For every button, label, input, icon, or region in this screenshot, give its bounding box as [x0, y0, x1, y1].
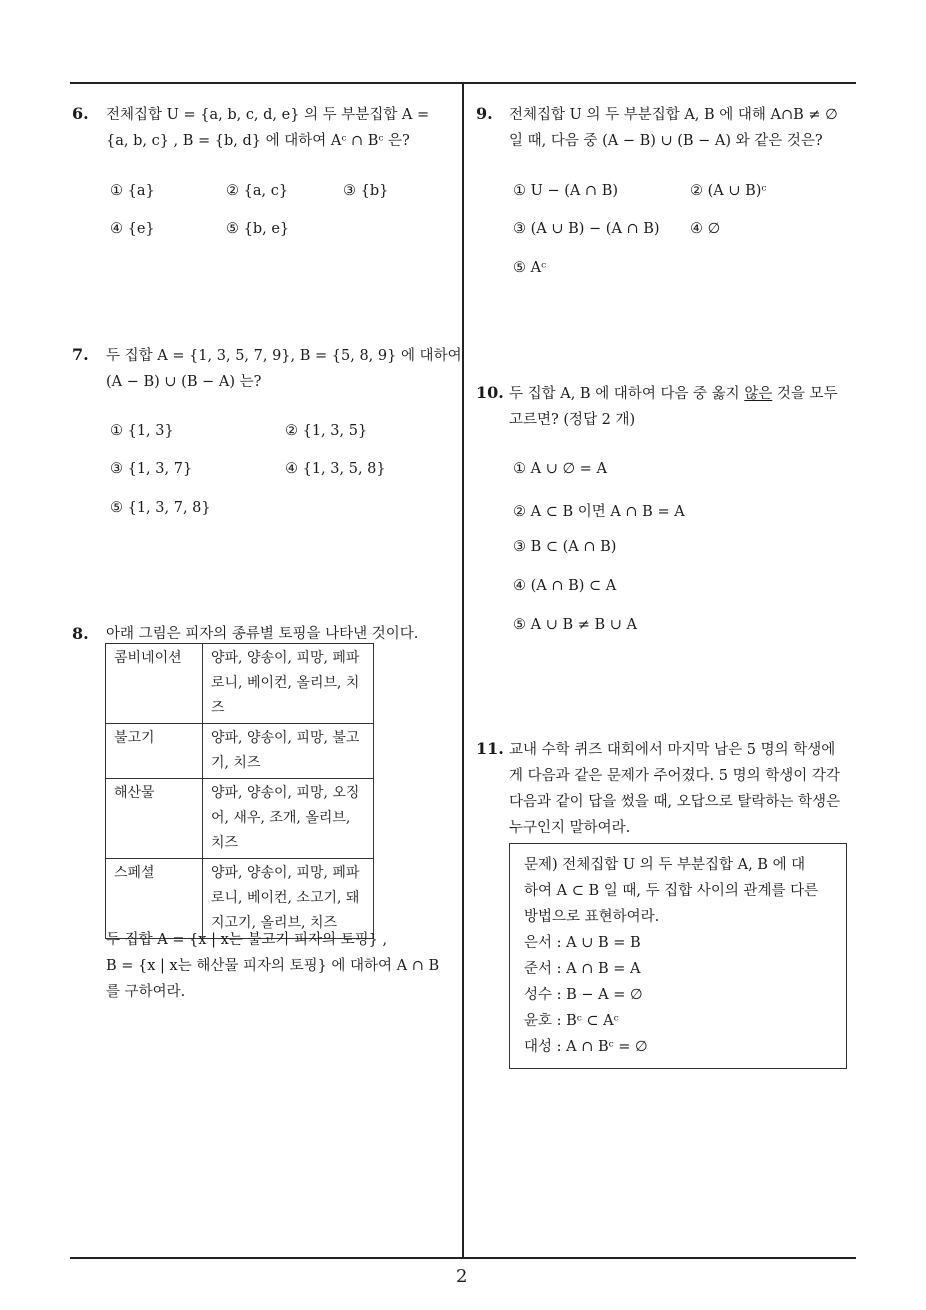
question-text-line: 다음과 같이 답을 썼을 때, 오답으로 탈락하는 학생은 — [509, 794, 841, 810]
option-4[interactable]: ④ (A ∩ B) ⊂ A — [513, 578, 617, 594]
question-text-line: 게 다음과 같은 문제가 주어졌다. 5 명의 학생이 각각 — [509, 768, 840, 784]
box-line: 문제) 전체집합 U 의 두 부분집합 A, B 에 대 — [524, 857, 806, 873]
pizza-name: 해산물 — [106, 779, 203, 859]
table-row — [106, 779, 374, 859]
question-text-line: 교내 수학 퀴즈 대회에서 마지막 남은 5 명의 학생에 — [509, 742, 836, 758]
question-text-line: 누구인지 말하여라. — [509, 820, 631, 836]
option-3[interactable]: ③ {1, 3, 7} — [110, 461, 193, 477]
option-1[interactable]: ① A ∪ ∅ = A — [513, 461, 607, 477]
text-segment: 것을 모두 — [772, 386, 838, 402]
option-3[interactable]: ③ (A ∪ B) − (A ∩ B) — [513, 221, 660, 237]
option-4[interactable]: ④ {1, 3, 5, 8} — [285, 461, 386, 477]
pizza-name: 스페셜 — [106, 859, 203, 939]
option-5[interactable]: ⑤ A ∪ B ≠ B ∪ A — [513, 617, 637, 633]
table-row — [106, 644, 374, 724]
box-line: 하여 A ⊂ B 일 때, 두 집합 사이의 관계를 다른 — [524, 883, 819, 899]
student-answer: 준서 : A ∩ B = A — [524, 961, 641, 977]
question-text-line: {a, b, c} , B = {b, d} 에 대하여 Aᶜ ∩ Bᶜ 은? — [106, 133, 410, 149]
pizza-topping-table — [105, 643, 374, 939]
option-5[interactable]: ⑤ Aᶜ — [513, 260, 547, 276]
question-number: 10. — [476, 383, 504, 402]
pizza-name: 콤비네이션 — [106, 644, 203, 724]
option-5[interactable]: ⑤ {b, e} — [226, 221, 290, 237]
pizza-toppings: 양파, 양송이, 피망, 페파로니, 베이컨, 소고기, 돼지고기, 올리브, 치즈 — [203, 859, 374, 939]
option-3[interactable]: ③ {b} — [343, 183, 389, 199]
student-answer: 성수 : B − A = ∅ — [524, 987, 643, 1003]
option-2[interactable]: ② A ⊂ B 이면 A ∩ B = A — [513, 504, 685, 520]
pizza-toppings: 양파, 양송이, 피망, 불고기, 치즈 — [203, 724, 374, 779]
question-text-line: 아래 그림은 피자의 종류별 토핑을 나타낸 것이다. — [106, 626, 419, 642]
student-answer: 윤호 : Bᶜ ⊂ Aᶜ — [524, 1013, 619, 1029]
question-number: 7. — [72, 345, 89, 364]
question-text-line: 일 때, 다음 중 (A − B) ∪ (B − A) 와 같은 것은? — [509, 133, 823, 149]
question-text-line: B = {x | x는 해산물 피자의 토핑} 에 대하여 A ∩ B — [106, 958, 440, 974]
question-number: 9. — [476, 104, 493, 123]
question-text-line: 전체집합 U 의 두 부분집합 A, B 에 대해 A∩B ≠ ∅ — [509, 107, 838, 123]
option-4[interactable]: ④ {e} — [110, 221, 155, 237]
option-4[interactable]: ④ ∅ — [690, 221, 721, 237]
option-5[interactable]: ⑤ {1, 3, 7, 8} — [110, 500, 211, 516]
question-text-line: 두 집합 A = {1, 3, 5, 7, 9}, B = {5, 8, 9} 에 대하여 — [106, 348, 462, 364]
question-text-line: 두 집합 A = {x | x는 불고기 피자의 토핑} , — [106, 932, 388, 948]
option-1[interactable]: ① U − (A ∩ B) — [513, 183, 619, 199]
question-text-line: 를 구하여라. — [106, 984, 186, 1000]
option-1[interactable]: ① {a} — [110, 183, 155, 199]
box-line: 방법으로 표현하여라. — [524, 909, 660, 925]
pizza-toppings: 양파, 양송이, 피망, 페파로니, 베이컨, 올리브, 치즈 — [203, 644, 374, 724]
question-number: 6. — [72, 104, 89, 123]
question-text-line: (A − B) ∪ (B − A) 는? — [106, 374, 262, 390]
student-answer: 대성 : A ∩ Bᶜ = ∅ — [524, 1039, 648, 1055]
bottom-rule — [70, 1257, 856, 1259]
pizza-toppings: 양파, 양송이, 피망, 오징어, 새우, 조개, 올리브, 치즈 — [203, 779, 374, 859]
column-divider — [462, 82, 464, 1258]
question-number: 11. — [476, 739, 504, 758]
option-1[interactable]: ① {1, 3} — [110, 423, 174, 439]
question-number: 8. — [72, 624, 89, 643]
table-row — [106, 724, 374, 779]
option-3[interactable]: ③ B ⊂ (A ∩ B) — [513, 539, 617, 555]
option-2[interactable]: ② {1, 3, 5} — [285, 423, 368, 439]
student-answer: 은서 : A ∪ B = B — [524, 935, 641, 951]
pizza-name: 불고기 — [106, 724, 203, 779]
option-2[interactable]: ② (A ∪ B)ᶜ — [690, 183, 767, 199]
text-segment: 두 집합 A, B 에 대하여 다음 중 옳지 — [509, 386, 745, 402]
question-text-line — [509, 381, 838, 407]
option-2[interactable]: ② {a, c} — [226, 183, 289, 199]
question-text-line: 전체집합 U = {a, b, c, d, e} 의 두 부분집합 A = — [106, 107, 430, 123]
emphasis-underline: 않은 — [744, 386, 773, 402]
question-text-line: 고르면? (정답 2 개) — [509, 412, 636, 428]
page-number: 2 — [456, 1266, 468, 1287]
problem-box — [509, 843, 847, 1069]
